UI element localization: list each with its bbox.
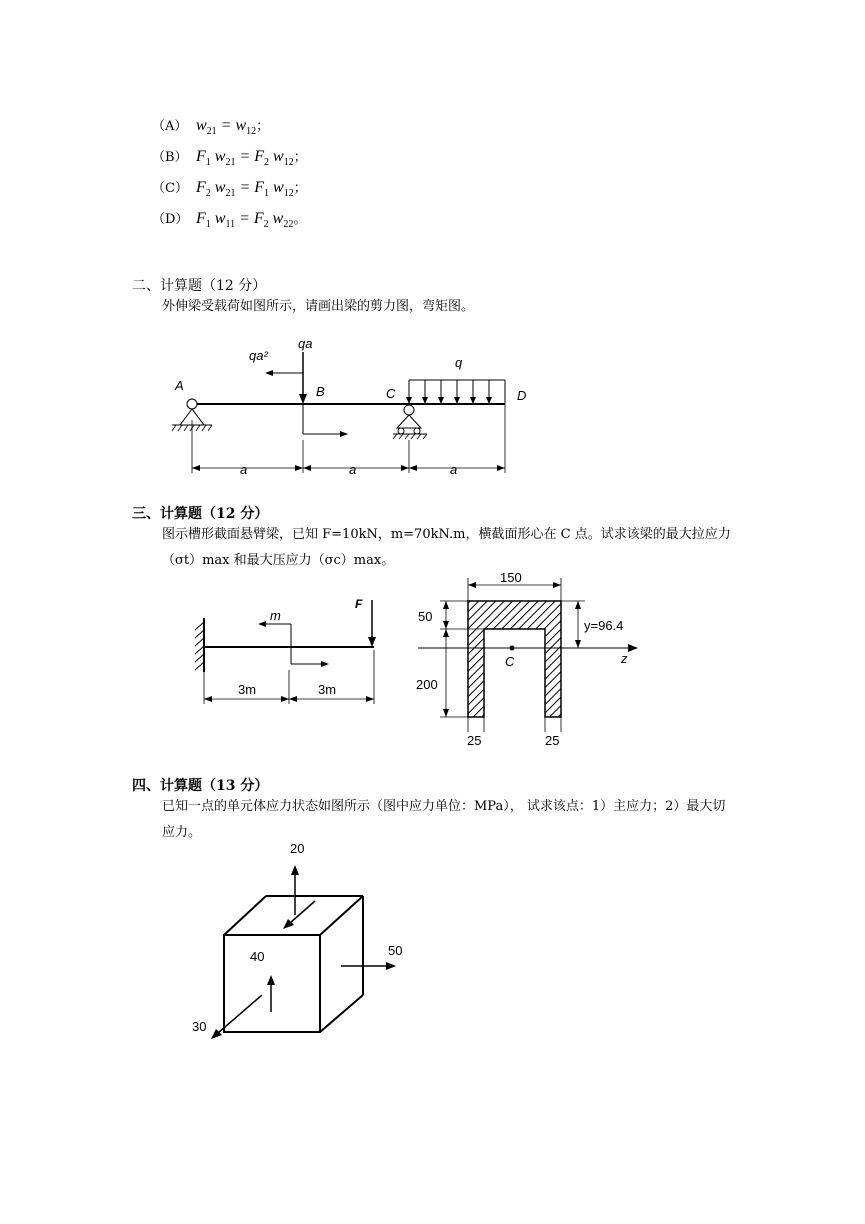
option-label: （A） (152, 119, 188, 134)
option-equation: $F_2$ $w_{21} = F_1$ $w_{12}$ (196, 179, 294, 200)
dim-label: a (450, 462, 458, 477)
point-label-c: C (386, 386, 396, 401)
dim-width: 150 (500, 570, 522, 585)
dim-web: 25 (467, 733, 482, 748)
option-equation: $F_1$ $w_{11} = F_2$ $w_{22}$ (196, 210, 294, 231)
option-equation: $F_1$ $w_{21} = F_2$ $w_{12}$ (196, 148, 294, 169)
option-d: （D） $F_1$ $w_{11} = F_2$ $w_{22}$。 (152, 210, 307, 231)
stress-label: 20 (290, 841, 305, 856)
point-label-a: A (175, 378, 184, 393)
q4-heading: 四、计算题（13 分） (132, 778, 269, 794)
couple-label: qa² (249, 348, 268, 363)
q4-text: 已知一点的单元体应力状态如图所示（图中应力单位：MPa）， 试求该点：1）主应力；2）最大切应力。 (162, 799, 726, 840)
dim-flange: 50 (418, 609, 433, 624)
dim-centroid: y=96.4 (584, 618, 624, 633)
q2-heading: 二、计算题（12 分） (132, 278, 267, 294)
beam-diagram (0, 330, 865, 480)
centroid-label: C (505, 654, 515, 669)
cantilever-diagram (0, 570, 865, 755)
q3-heading: 三、计算题（12 分） (132, 506, 269, 522)
option-c: （C） $F_2$ $w_{21} = F_1$ $w_{12}$； (152, 179, 307, 200)
point-label-d: D (517, 388, 527, 403)
axis-label-z: z (621, 651, 628, 666)
cube (224, 896, 363, 1032)
couple-label-m: m (270, 608, 281, 623)
dim-label: a (349, 462, 357, 477)
dim-label: a (240, 462, 248, 477)
channel-section (468, 601, 561, 717)
q3-text: 图示槽形截面悬臂梁，已知 F=10kN，m=70kN.m，横截面形心在 C 点。试求该梁的最大拉应力（σt）max 和最大压应力（σc）max。 (162, 527, 731, 568)
option-equation: $w_{21} = w_{12}$ (196, 117, 257, 138)
option-a: （A） $w_{21} = w_{12}$； (152, 117, 270, 138)
force-label-f: F (355, 597, 363, 611)
option-label: （B） (152, 150, 188, 165)
point-label-b: B (316, 384, 325, 399)
dim-height: 200 (416, 677, 438, 692)
length-label: 3m (238, 682, 257, 697)
stress-label: 40 (250, 949, 265, 964)
load-label-q: q (455, 355, 463, 370)
length-label: 3m (318, 682, 337, 697)
dim-web: 25 (545, 733, 560, 748)
q2-text: 外伸梁受载荷如图所示，请画出梁的剪力图，弯矩图。 (162, 299, 475, 314)
stress-label: 50 (388, 943, 403, 958)
stress-element-diagram (0, 835, 865, 1050)
load-label-qa: qa (298, 336, 313, 351)
option-b: （B） $F_1$ $w_{21} = F_2$ $w_{12}$； (152, 148, 307, 169)
option-label: （D） (152, 212, 189, 227)
option-label: （C） (152, 181, 188, 196)
stress-label: 30 (192, 1019, 207, 1034)
